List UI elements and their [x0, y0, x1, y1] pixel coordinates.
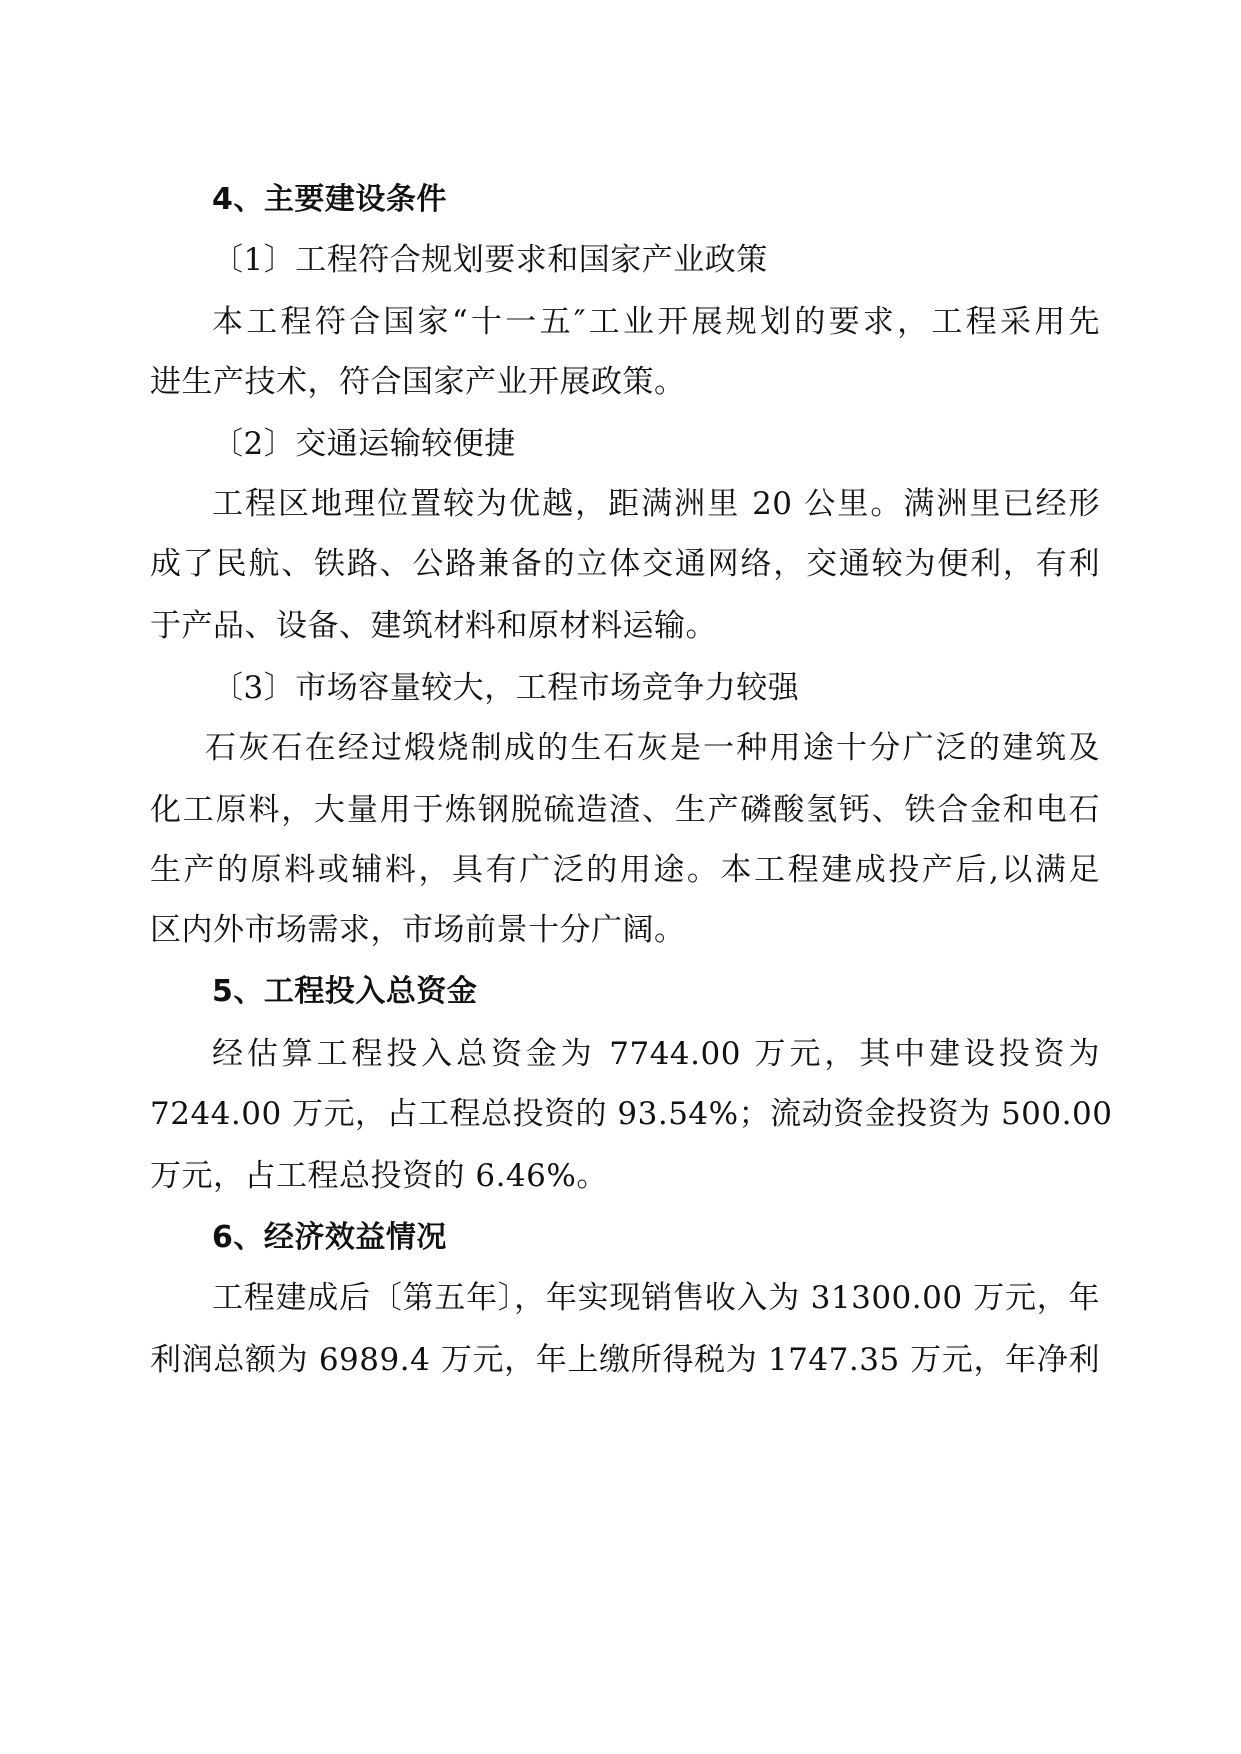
section-4-item-3-title: 〔3〕市场容量较大，工程市场竞争力较强: [212, 670, 800, 706]
section-6-line-2: 利润总额为 6989.4 万元，年上缴所得税为 1747.35 万元，年净利: [150, 1342, 1100, 1378]
section-4-item-2-line-2: 成了民航、铁路、公路兼备的立体交通网络，交通较为便利，有利: [150, 546, 1100, 582]
section-4-item-2-title: 〔2〕交通运输较便捷: [212, 426, 516, 462]
section-4-heading: 4、主要建设条件: [212, 182, 447, 217]
section-5-line-1: 经估算工程投入总资金为 7744.00 万元，其中建设投资为: [212, 1036, 1100, 1072]
section-4-item-3-line-2: 化工原料，大量用于炼钢脱硫造渣、生产磷酸氢钙、铁合金和电石: [150, 792, 1100, 828]
section-4-item-1-line-2: 进生产技术，符合国家产业开展政策。: [150, 364, 686, 400]
section-4-item-1-title: 〔1〕工程符合规划要求和国家产业政策: [212, 242, 768, 278]
section-4-item-3-line-1: 石灰石在经过煅烧制成的生石灰是一种用途十分广泛的建筑及: [205, 730, 1100, 766]
section-4-item-3-line-3: 生产的原料或辅料，具有广泛的用途。本工程建成投产后,以满足: [150, 852, 1100, 888]
section-4-item-1-line-1: 本工程符合国家“十一五″工业开展规划的要求，工程采用先: [212, 304, 1100, 340]
section-4-item-3-line-4: 区内外市场需求，市场前景十分广阔。: [150, 912, 686, 948]
section-5-line-3: 万元，占工程总投资的 6.46%。: [150, 1158, 608, 1194]
section-6-line-1: 工程建成后〔第五年〕，年实现销售收入为 31300.00 万元，年: [212, 1280, 1100, 1316]
section-5-heading: 5、工程投入总资金: [212, 974, 478, 1009]
section-4-item-2-line-1: 工程区地理位置较为优越，距满洲里 20 公里。满洲里已经形: [212, 486, 1100, 522]
section-6-heading: 6、经济效益情况: [212, 1220, 447, 1255]
section-4-item-2-line-3: 于产品、设备、建筑材料和原材料运输。: [150, 608, 717, 644]
section-5-line-2: 7244.00 万元，占工程总投资的 93.54%；流动资金投资为 500.00: [150, 1096, 1113, 1132]
